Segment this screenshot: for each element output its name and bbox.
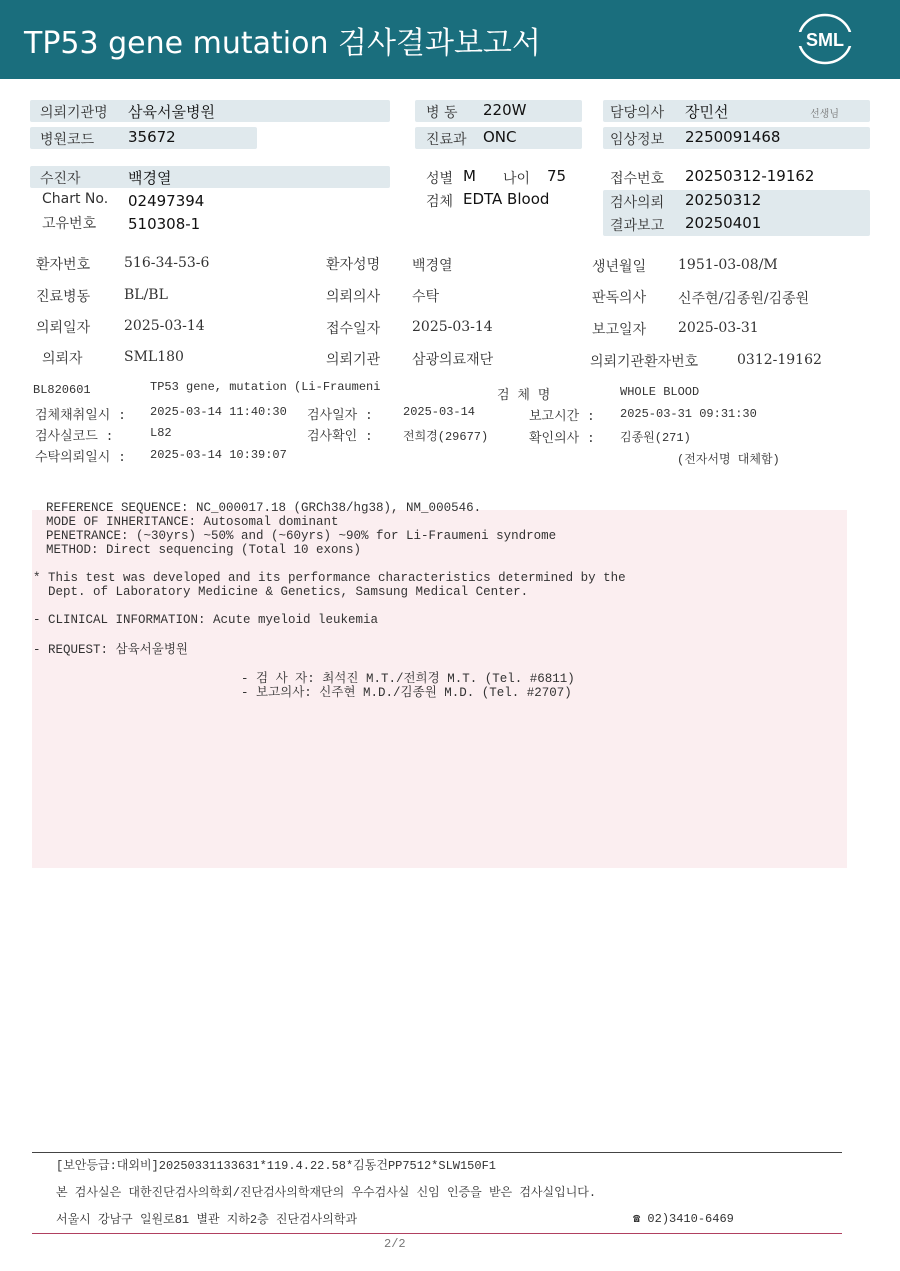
request-value: 20250312	[685, 191, 762, 209]
info-label: 접수일자	[326, 321, 381, 337]
esign-note: (전자서명 대체함)	[677, 453, 780, 467]
patient-label: 수진자	[40, 171, 81, 187]
consign-value: 2025-03-14 10:39:07	[150, 448, 287, 462]
info-label: 환자성명	[326, 257, 381, 273]
report-line: METHOD: Direct sequencing (Total 10 exons)	[46, 543, 362, 557]
patient-value: 백경열	[128, 169, 172, 187]
specimen-name-label: 검 체 명	[497, 388, 551, 403]
report-line: - 검 사 자: 최석진 M.T./전희경 M.T. (Tel. #6811)	[241, 672, 575, 686]
footer-bottom-line	[32, 1233, 842, 1234]
info-value: 2025-03-14	[124, 318, 205, 334]
doctor-suffix: 선생님	[810, 109, 839, 120]
age-value: 75	[547, 167, 567, 185]
footer-divider	[32, 1152, 842, 1153]
report-line: REFERENCE SEQUENCE: NC_000017.18 (GRCh38/hg38), NM_000546.	[46, 501, 482, 515]
info-label: 판독의사	[592, 290, 647, 306]
collect-label: 검체채취일시 :	[35, 408, 126, 423]
info-value: SML180	[124, 349, 184, 365]
info-value: 신주현/김종원/김종원	[678, 291, 810, 307]
doctor-label: 담당의사	[610, 105, 665, 121]
ward-label: 병 동	[426, 105, 458, 121]
info-label: 의뢰자	[42, 351, 83, 367]
info-label: 의뢰일자	[36, 320, 91, 336]
age-label: 나이	[503, 171, 531, 187]
unique-label: 고유번호	[42, 216, 97, 232]
sex-label: 성별	[426, 171, 454, 187]
info-value: 516-34-53-6	[124, 255, 210, 271]
chart-value: 02497394	[128, 192, 205, 210]
sml-logo-icon	[795, 12, 855, 66]
info-value: BL/BL	[124, 287, 168, 303]
info-value: 2025-03-14	[412, 319, 493, 335]
report-line: - 보고의사: 신주현 M.D./김종원 M.D. (Tel. #2707)	[241, 686, 572, 700]
report-line: - REQUEST: 삼육서울병원	[33, 643, 188, 657]
info-value: 삼광의료재단	[412, 352, 494, 368]
confirmdoc-label: 확인의사 :	[529, 431, 595, 446]
info-value: 1951-03-08/M	[678, 257, 778, 273]
clinical-label: 임상정보	[610, 132, 665, 148]
confirm-value: 전희경(29677)	[403, 430, 489, 444]
info-label: 보고일자	[592, 322, 647, 338]
info-label: 의뢰의사	[326, 289, 381, 305]
code-label: 병원코드	[40, 132, 95, 148]
chart-label: Chart No.	[42, 191, 109, 207]
report-line: - CLINICAL INFORMATION: Acute myeloid leukemia	[33, 613, 379, 627]
testdate-value: 2025-03-14	[403, 405, 476, 419]
receipt-label: 접수번호	[610, 171, 665, 187]
info-value: 0312-19162	[737, 352, 822, 368]
reporttime-label: 보고시간 :	[529, 409, 595, 424]
ward-value: 220W	[483, 101, 527, 119]
clinical-value: 2250091468	[685, 128, 781, 146]
doctor-value: 장민선	[685, 103, 729, 121]
result-value: 20250401	[685, 214, 762, 232]
consign-label: 수탁의뢰일시 :	[35, 450, 126, 465]
info-label: 생년월일	[592, 259, 647, 275]
info-label: 환자번호	[36, 257, 91, 273]
sex-value: M	[463, 167, 476, 185]
unique-value: 510308-1	[128, 215, 201, 233]
security-line: [보안등급:대외비]20250331133631*119.4.22.58*김동건PP7512*SLW150F1	[56, 1159, 496, 1173]
dept-label: 진료과	[426, 132, 467, 148]
report-line: PENETRANCE: (~30yrs) ~50% and (~60yrs) ~90% for Li-Fraumeni syndrome	[46, 529, 557, 543]
report-line: MODE OF INHERITANCE: Autosomal dominant	[46, 515, 339, 529]
report-header	[0, 0, 900, 79]
confirmdoc-value: 김종원(271)	[620, 431, 691, 445]
info-value: 2025-03-31	[678, 320, 759, 336]
report-line: Dept. of Laboratory Medicine & Genetics, Samsung Medical Center.	[33, 585, 529, 599]
confirm-label: 검사확인 :	[307, 429, 373, 444]
specimen-value: EDTA Blood	[463, 190, 550, 208]
result-label: 결과보고	[610, 218, 665, 234]
collect-value: 2025-03-14 11:40:30	[150, 405, 287, 419]
address-text: 서울시 강남구 일원로81 별관 지하2층 진단검사의학과	[56, 1213, 358, 1227]
code-value: 35672	[128, 128, 176, 146]
hospital-value: 삼육서울병원	[128, 103, 215, 121]
receipt-value: 20250312-19162	[685, 167, 815, 185]
test-name: TP53 gene, mutation (Li-Fraumeni	[150, 380, 381, 394]
info-label: 진료병동	[36, 289, 91, 305]
info-label: 의뢰기관환자번호	[590, 354, 699, 370]
reporttime-value: 2025-03-31 09:31:30	[620, 407, 757, 421]
report-line: * This test was developed and its performance characteristics determined by the	[33, 571, 626, 585]
patient-bar	[30, 166, 390, 188]
dept-value: ONC	[483, 128, 517, 146]
specimen-name-value: WHOLE BLOOD	[620, 385, 700, 399]
specimen-label: 검체	[426, 194, 454, 210]
info-value: 백경열	[412, 258, 453, 274]
info-label: 의뢰기관	[326, 352, 381, 368]
page-number: 2/2	[384, 1237, 406, 1251]
phone-text: ☎ 02)3410-6469	[633, 1212, 734, 1226]
certification-text: 본 검사실은 대한진단검사의학회/진단검사의학재단의 우수검사실 신임 인증을 받은 검사실입니다.	[56, 1186, 597, 1200]
test-code: BL820601	[33, 383, 91, 397]
svg-text:SML: SML	[806, 30, 844, 50]
testdate-label: 검사일자 :	[307, 408, 373, 423]
lab-label: 검사실코드 :	[35, 429, 114, 444]
report-title: TP53 gene mutation 검사결과보고서	[24, 26, 541, 61]
hospital-label: 의뢰기관명	[40, 105, 108, 121]
lab-value: L82	[150, 426, 172, 440]
request-label: 검사의뢰	[610, 195, 665, 211]
info-value: 수탁	[412, 289, 440, 305]
